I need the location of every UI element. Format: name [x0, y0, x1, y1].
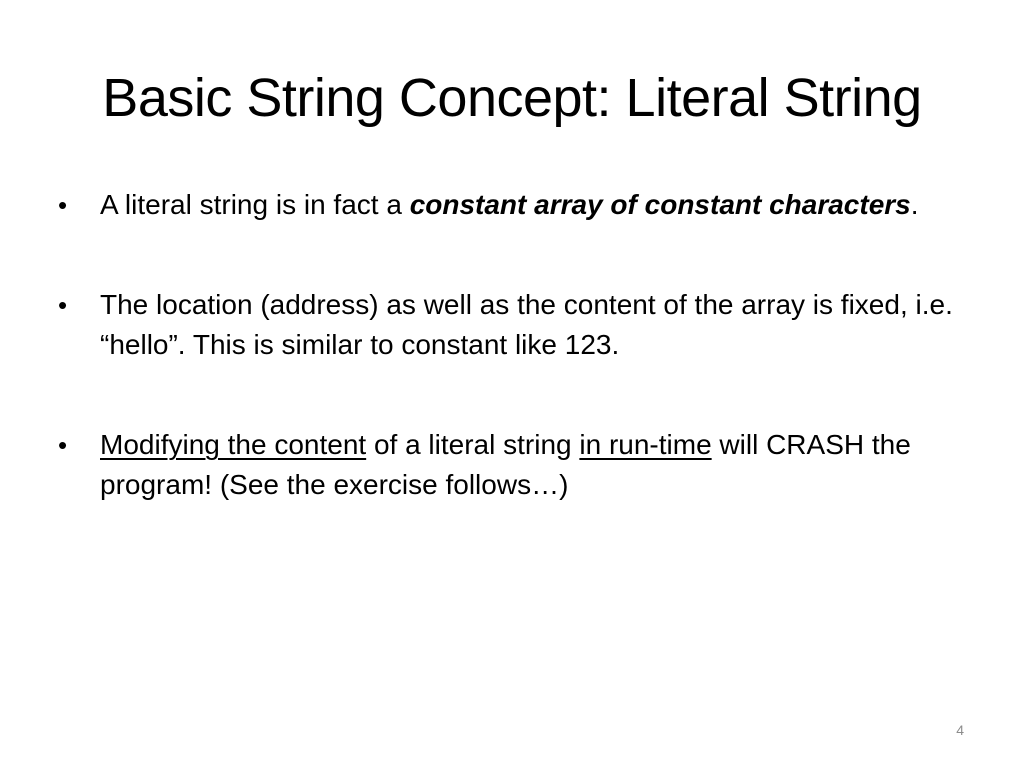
bullet-item-location	[58, 285, 978, 365]
bullet-underlined-phrase: Modifying the content	[100, 429, 367, 460]
bullet-text-end: .	[910, 189, 919, 220]
bullet-icon: •	[58, 190, 68, 220]
bullet-text: The location (address) as well as the content of the array is fixed, i.e. “hello”. This is similar to constant like 123.	[100, 289, 953, 360]
bullet-text: of a literal string	[366, 429, 580, 460]
bullet-underlined-phrase: in run-time	[579, 429, 712, 460]
bullet-emphasis: constant array of constant characters	[409, 189, 911, 220]
bullet-text: A literal string is in fact a	[100, 189, 410, 220]
bullet-icon: •	[58, 290, 68, 320]
bullet-text-end: will CRASH the program! (See the exercise follows…)	[100, 429, 911, 500]
bullet-item-literal-string	[58, 185, 978, 225]
bullet-list	[58, 185, 978, 565]
bullet-item-modifying	[58, 425, 978, 505]
page-number: 4	[956, 722, 964, 738]
slide-title: Basic String Concept: Literal String	[102, 68, 922, 128]
bullet-icon: •	[58, 430, 68, 460]
